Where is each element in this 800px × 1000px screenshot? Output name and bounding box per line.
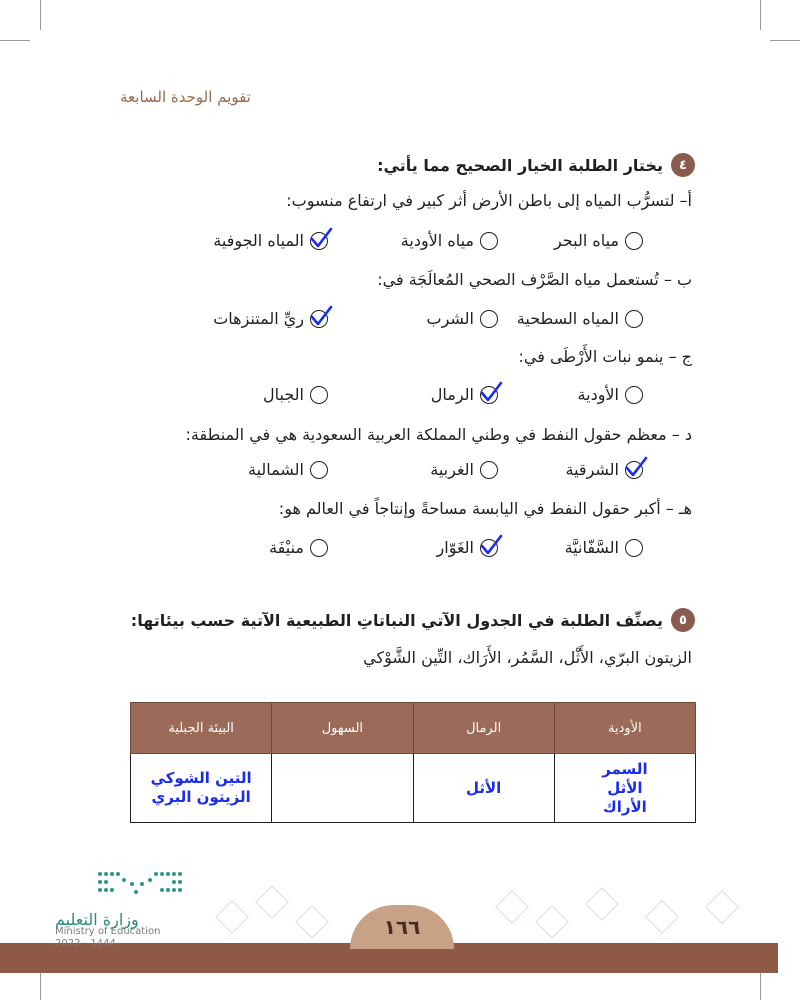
- question-number: ٥: [671, 608, 695, 632]
- decorative-diamond: [535, 905, 569, 939]
- ministry-name-en: Ministry of Education: [55, 926, 161, 937]
- radio-icon[interactable]: [480, 310, 498, 328]
- option-label: ريِّ المتنزهات: [213, 309, 304, 328]
- answer-option[interactable]: [248, 460, 328, 479]
- decorative-diamond: [645, 900, 679, 934]
- option-label: الشمالية: [248, 460, 304, 479]
- answer-option[interactable]: [427, 309, 498, 328]
- decorative-diamond: [215, 900, 249, 934]
- option-label: المياه الجوفية: [213, 231, 304, 250]
- table-row: [131, 754, 696, 823]
- plants-list: الزيتون البرّي، الأَثْل، السَّمُر، الأَرَاك، التِّين الشَّوْكي: [363, 648, 692, 667]
- cell-entry: الزيتون البري: [151, 788, 251, 806]
- question-title: يختار الطلبة الخيار الصحيح مما يأتي:: [377, 155, 663, 175]
- decorative-diamond: [705, 890, 739, 924]
- cell-entry: الأثل: [465, 778, 502, 797]
- answer-option[interactable]: [578, 385, 643, 404]
- question-stem: هـ – أكبر حقول النفط في اليابسة مساحةً وإنتاجاً في العالم هو:: [278, 499, 692, 518]
- answer-option[interactable]: [437, 538, 498, 557]
- answer-option[interactable]: [213, 309, 328, 328]
- table-cell[interactable]: [554, 754, 695, 823]
- option-label: الشرقية: [565, 460, 619, 479]
- question-stem: أ– لتسرُّب المياه إلى باطن الأرض أثر كبير في ارتفاع منسوب:: [286, 191, 692, 210]
- table-header: الأودية: [554, 703, 695, 754]
- option-label: الجبال: [263, 385, 304, 404]
- table-header: الرمال: [413, 703, 554, 754]
- option-label: السَّفّانيَّة: [564, 538, 619, 557]
- option-label: مياه الأودية: [400, 231, 474, 250]
- answer-option[interactable]: [263, 385, 328, 404]
- question-4-heading: [377, 153, 695, 177]
- decorative-diamond: [295, 905, 329, 939]
- page-number: ١٦٦: [350, 905, 454, 949]
- habitat-table: [130, 702, 696, 823]
- answer-option[interactable]: [517, 309, 643, 328]
- question-stem: ج – ينمو نبات الأَرْطَى في:: [518, 347, 692, 366]
- table-cell[interactable]: [131, 754, 272, 823]
- question-number: ٤: [671, 153, 695, 177]
- table-cell[interactable]: [272, 754, 413, 823]
- option-label: الغربية: [430, 460, 474, 479]
- crop-mark: [40, 970, 41, 1000]
- question-stem: د – معظم حقول النفط في وطني المملكة العربية السعودية هي في المنطقة:: [185, 425, 692, 444]
- table-header: السهول: [272, 703, 413, 754]
- question-5-heading: [131, 608, 695, 632]
- answer-option[interactable]: [213, 231, 328, 250]
- page-header-title: تقويم الوحدة السابعة: [120, 88, 251, 106]
- option-label: الشرب: [426, 309, 474, 328]
- answer-option[interactable]: [566, 460, 643, 479]
- answer-option[interactable]: [431, 385, 498, 404]
- question-title: يصنِّف الطلبة في الجدول الآتي النباتاتِ الطبيعية الآتية حسب بيئاتها:: [130, 610, 663, 630]
- crop-mark: [760, 970, 761, 1000]
- decorative-diamond: [585, 887, 619, 921]
- decorative-diamond: [495, 890, 529, 924]
- answer-option[interactable]: [554, 231, 643, 250]
- edition-year: 2022 - 1444: [55, 938, 116, 949]
- ministry-logo-icon: [96, 868, 186, 900]
- question-stem: ب – تُستعمل مياه الصَّرْف الصحي المُعالَجَة في:: [377, 270, 692, 289]
- radio-icon[interactable]: [480, 232, 498, 250]
- radio-icon[interactable]: [310, 461, 328, 479]
- cell-entry: التين الشوكي: [150, 769, 252, 787]
- ministry-name-ar: وزارة التعليم: [55, 910, 139, 929]
- radio-icon[interactable]: [310, 386, 328, 404]
- option-label: المياه السطحية: [516, 309, 619, 328]
- checked-radio-icon[interactable]: [310, 232, 328, 250]
- crop-mark: [770, 40, 800, 41]
- answer-option[interactable]: [565, 538, 643, 557]
- table-header: البيئة الجبلية: [131, 703, 272, 754]
- checked-radio-icon[interactable]: [480, 386, 498, 404]
- decorative-diamond: [255, 885, 289, 919]
- checked-radio-icon[interactable]: [480, 539, 498, 557]
- radio-icon[interactable]: [480, 461, 498, 479]
- radio-icon[interactable]: [625, 386, 643, 404]
- radio-icon[interactable]: [310, 539, 328, 557]
- option-label: الرمال: [430, 385, 474, 404]
- table-cell[interactable]: [413, 754, 554, 823]
- crop-mark: [40, 0, 41, 30]
- radio-icon[interactable]: [625, 539, 643, 557]
- answer-option[interactable]: [401, 231, 498, 250]
- option-label: الأودية: [577, 385, 619, 404]
- checked-radio-icon[interactable]: [310, 310, 328, 328]
- cell-entry: السمر: [602, 759, 648, 778]
- answer-option[interactable]: [269, 538, 328, 557]
- checked-radio-icon[interactable]: [625, 461, 643, 479]
- crop-mark: [0, 40, 30, 41]
- cell-entry: الأثل: [607, 778, 643, 797]
- option-label: الغَوّار: [436, 538, 474, 557]
- option-label: منيْفَة: [269, 538, 304, 557]
- option-label: مياه البحر: [553, 231, 619, 250]
- answer-option[interactable]: [430, 460, 498, 479]
- cell-entry: الأراك: [602, 797, 647, 816]
- radio-icon[interactable]: [625, 310, 643, 328]
- crop-mark: [760, 0, 761, 30]
- radio-icon[interactable]: [625, 232, 643, 250]
